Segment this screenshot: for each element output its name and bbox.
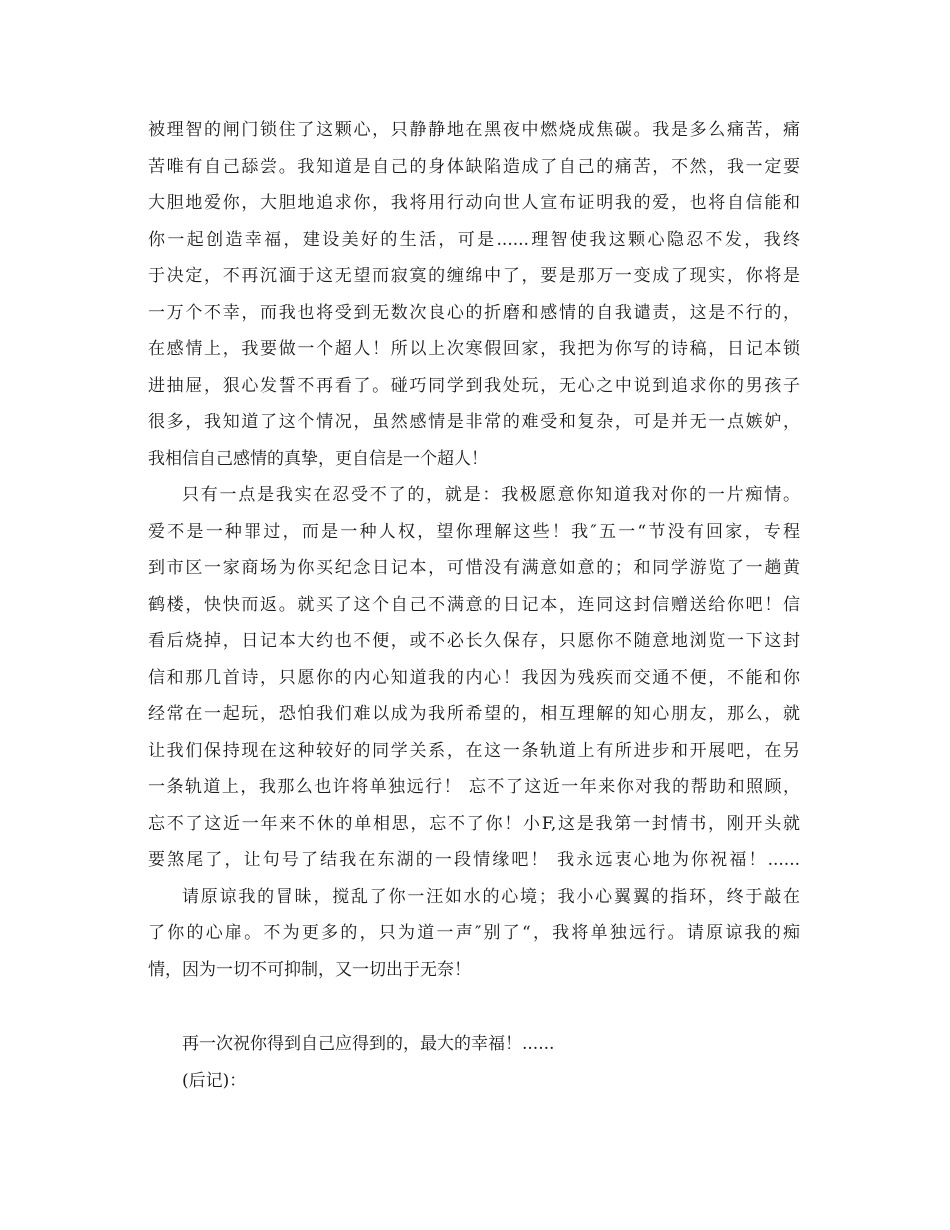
closing	[148, 1026, 800, 1099]
text-line: 你一起创造幸福，建设美好的生活，可是......理智使我这颗心隐忍不发，我终	[148, 229, 800, 250]
text-line: 一万个不幸，而我也将受到无数次良心的折磨和感情的自我谴责，这是不行的，	[148, 302, 800, 323]
text-line: 于决定，不再沉湎于这无望而寂寞的缠绵中了，要是那万一变成了现实，你将是	[148, 266, 800, 286]
text-line: 爱不是一种罪过，而是一种人权，望你理解这些！我″五一“节没有回家，专程	[148, 521, 800, 542]
text-line: 经常在一起玩，恐怕我们难以成为我所希望的，相互理解的知心朋友，那么，就	[148, 704, 800, 724]
closing-wish: 再一次祝你得到自己应得到的，最大的幸福！......	[182, 1034, 555, 1054]
text-line: 大胆地爱你，大胆地追求你，我将用行动向世人宣布证明我的爱，也将自信能和	[148, 193, 800, 213]
text-line: 很多，我知道了这个情况，虽然感情是非常的难受和复杂，可是并无一点嫉妒，	[148, 412, 800, 432]
paragraph-2	[148, 477, 800, 879]
paragraph-3	[148, 879, 800, 989]
paragraph-1	[148, 112, 800, 477]
text-line: 进抽屉，狠心发誓不再看了。碰巧同学到我处玩，无心之中说到追求你的男孩子	[148, 375, 800, 396]
text-line: 让我们保持现在这种较好的同学关系，在这一条轨道上有所进步和开展吧，在另	[148, 740, 800, 761]
text-line: 看后烧掉，日记本大约也不便，或不必长久保存，只愿你不随意地浏览一下这封	[148, 631, 800, 651]
text-line: 苦唯有自己舔尝。我知道是自己的身体缺陷造成了自己的痛苦，不然，我一定要	[148, 156, 800, 177]
text-line: 要煞尾了，让句号了结我在东湖的一段情缘吧！ 我永远衷心地为你祝福！......	[148, 850, 800, 870]
text-line: 忘不了这近一年来不休的单相思，忘不了你！小F,这是我第一封情书，刚开头就	[148, 813, 800, 834]
text-line: 鹤楼，快快而返。就买了这个自己不满意的日记本，连同这封信赠送给你吧！信	[148, 594, 800, 615]
text-line: 被理智的闸门锁住了这颗心，只静静地在黑夜中燃烧成焦碳。我是多么痛苦，痛	[148, 120, 800, 140]
text-line: 请原谅我的冒昧，搅乱了你一汪如水的心境；我小心翼翼的指环，终于敲在	[182, 886, 800, 907]
text-line: 一条轨道上，我那么也许将单独远行！ 忘不了这近一年来你对我的帮助和照顾，	[148, 777, 800, 797]
text-line: 到市区一家商场为你买纪念日记本，可惜没有满意如意的；和同学游览了一趟黄	[148, 558, 800, 578]
text-line: 只有一点是我实在忍受不了的，就是：我极愿意你知道我对你的一片痴情。	[182, 485, 800, 505]
text-line: 情，因为一切不可抑制，又一切出于无奈！	[148, 959, 471, 980]
text-line: 我相信自己感情的真挚，更自信是一个超人！	[148, 448, 488, 469]
blank-line	[148, 988, 800, 1026]
text-line: 在感情上，我要做一个超人！所以上次寒假回家，我把为你写的诗稿，日记本锁	[148, 339, 800, 359]
text-line: 信和那几首诗，只愿你的内心知道我的内心！我因为残疾而交通不便，不能和你	[148, 667, 800, 688]
postscript-heading: (后记)：	[182, 1070, 247, 1091]
text-line: 了你的心扉。不为更多的，只为道一声″别了“，我将单独远行。请原谅我的痴	[148, 923, 800, 943]
letter-body	[148, 112, 800, 1099]
